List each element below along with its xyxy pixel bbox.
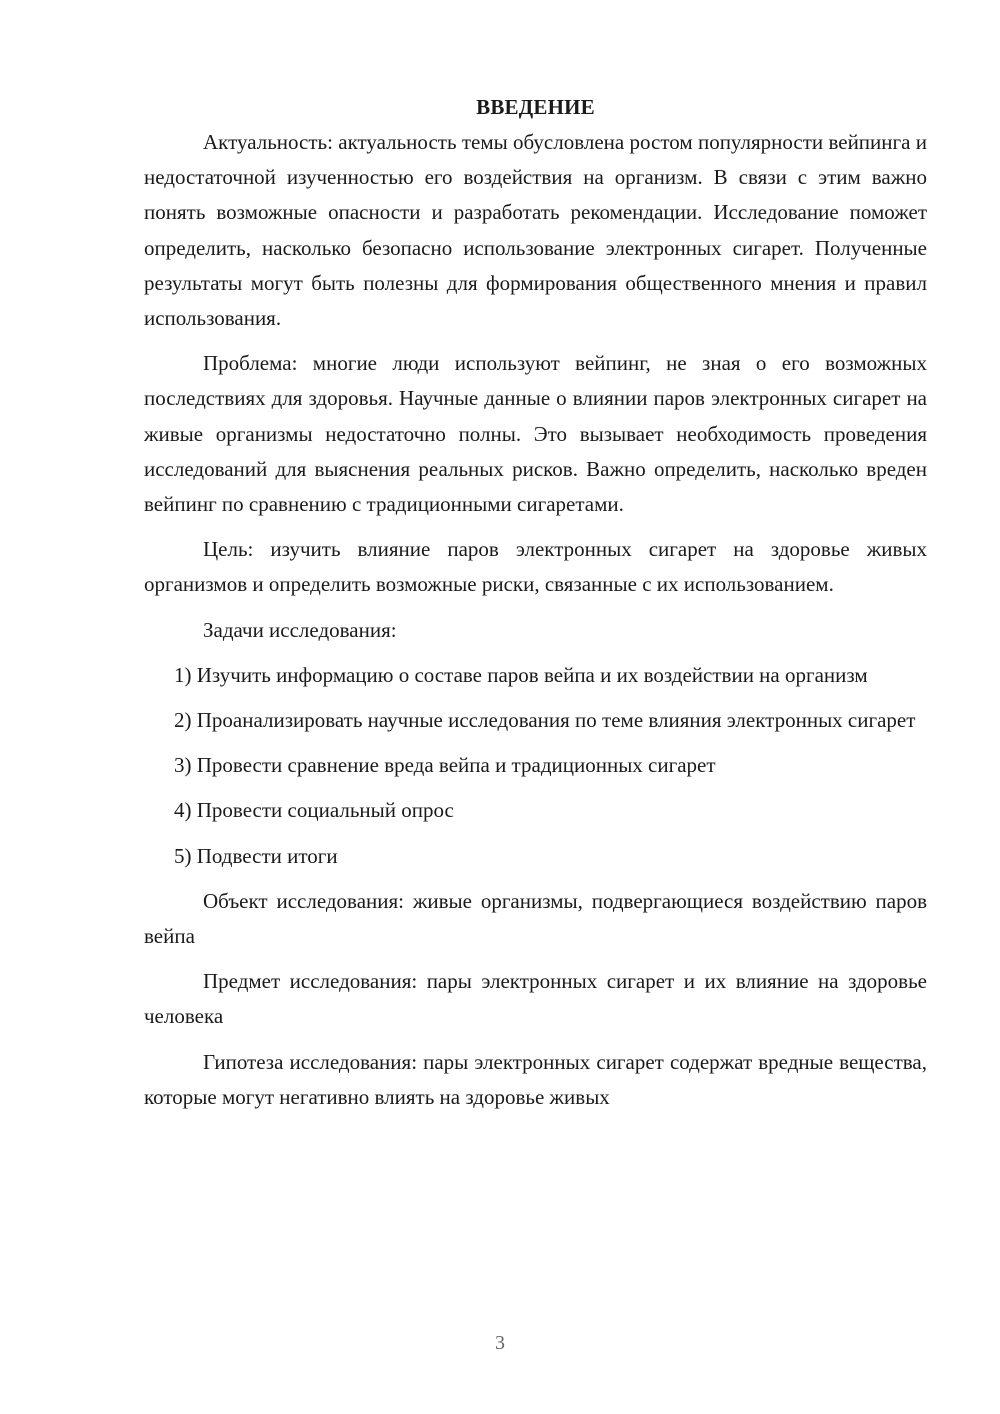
paragraph-hypothesis: Гипотеза исследования: пары электронных сигарет содержат вредные вещества, которые могут негативно влиять на здоровье живых — [144, 1049, 927, 1109]
page-number: 3 — [495, 1332, 505, 1354]
paragraph-problem: Проблема: многие люди используют вейпинг, не зная о его возможных последствиях для здоровья. Научные данные о влиянии паров электронных сигарет на живые организмы недостаточно полны. Это вызывает необходимость проведения исследований для выяснения реальных рисков. Важно определить, насколько вреден вейпинг по сравнению с традиционными сигаретами. — [144, 351, 927, 517]
paragraph-goal: Цель: изучить влияние паров электронных сигарет на здоровье живых организмов и определить возможные риски, связанные с их использованием. — [144, 537, 927, 597]
task-item-1: 1) Изучить информацию о составе паров вейпа и их воздействии на организм — [174, 662, 868, 687]
paragraph-tasks-heading: Задачи исследования: — [203, 617, 397, 642]
section-title: ВВЕДЕНИЕ — [476, 95, 595, 119]
task-item-5: 5) Подвести итоги — [174, 843, 338, 868]
task-item-4: 4) Провести социальный опрос — [174, 798, 454, 823]
task-item-3: 3) Провести сравнение вреда вейпа и традиционных сигарет — [174, 753, 716, 778]
paragraph-subject: Предмет исследования: пары электронных сигарет и их влияние на здоровье человека — [144, 969, 927, 1029]
document-page — [144, 90, 927, 1115]
task-item-2: 2) Проанализировать научные исследования по теме влияния электронных сигарет — [174, 708, 916, 733]
paragraph-object: Объект исследования: живые организмы, подвергающиеся воздействию паров вейпа — [144, 888, 927, 949]
paragraph-relevance: Актуальность: актуальность темы обусловлена ростом популярности вейпинга и недостаточной изученностью его воздействия на организм. В связи с этим важно понять возможные опасности и разработать рекомендации. Исследование поможет определить, насколько безопасно использование электронных сигарет. Полученные результаты могут быть полезны для формирования общественного мнения и правил использования. — [144, 130, 927, 331]
